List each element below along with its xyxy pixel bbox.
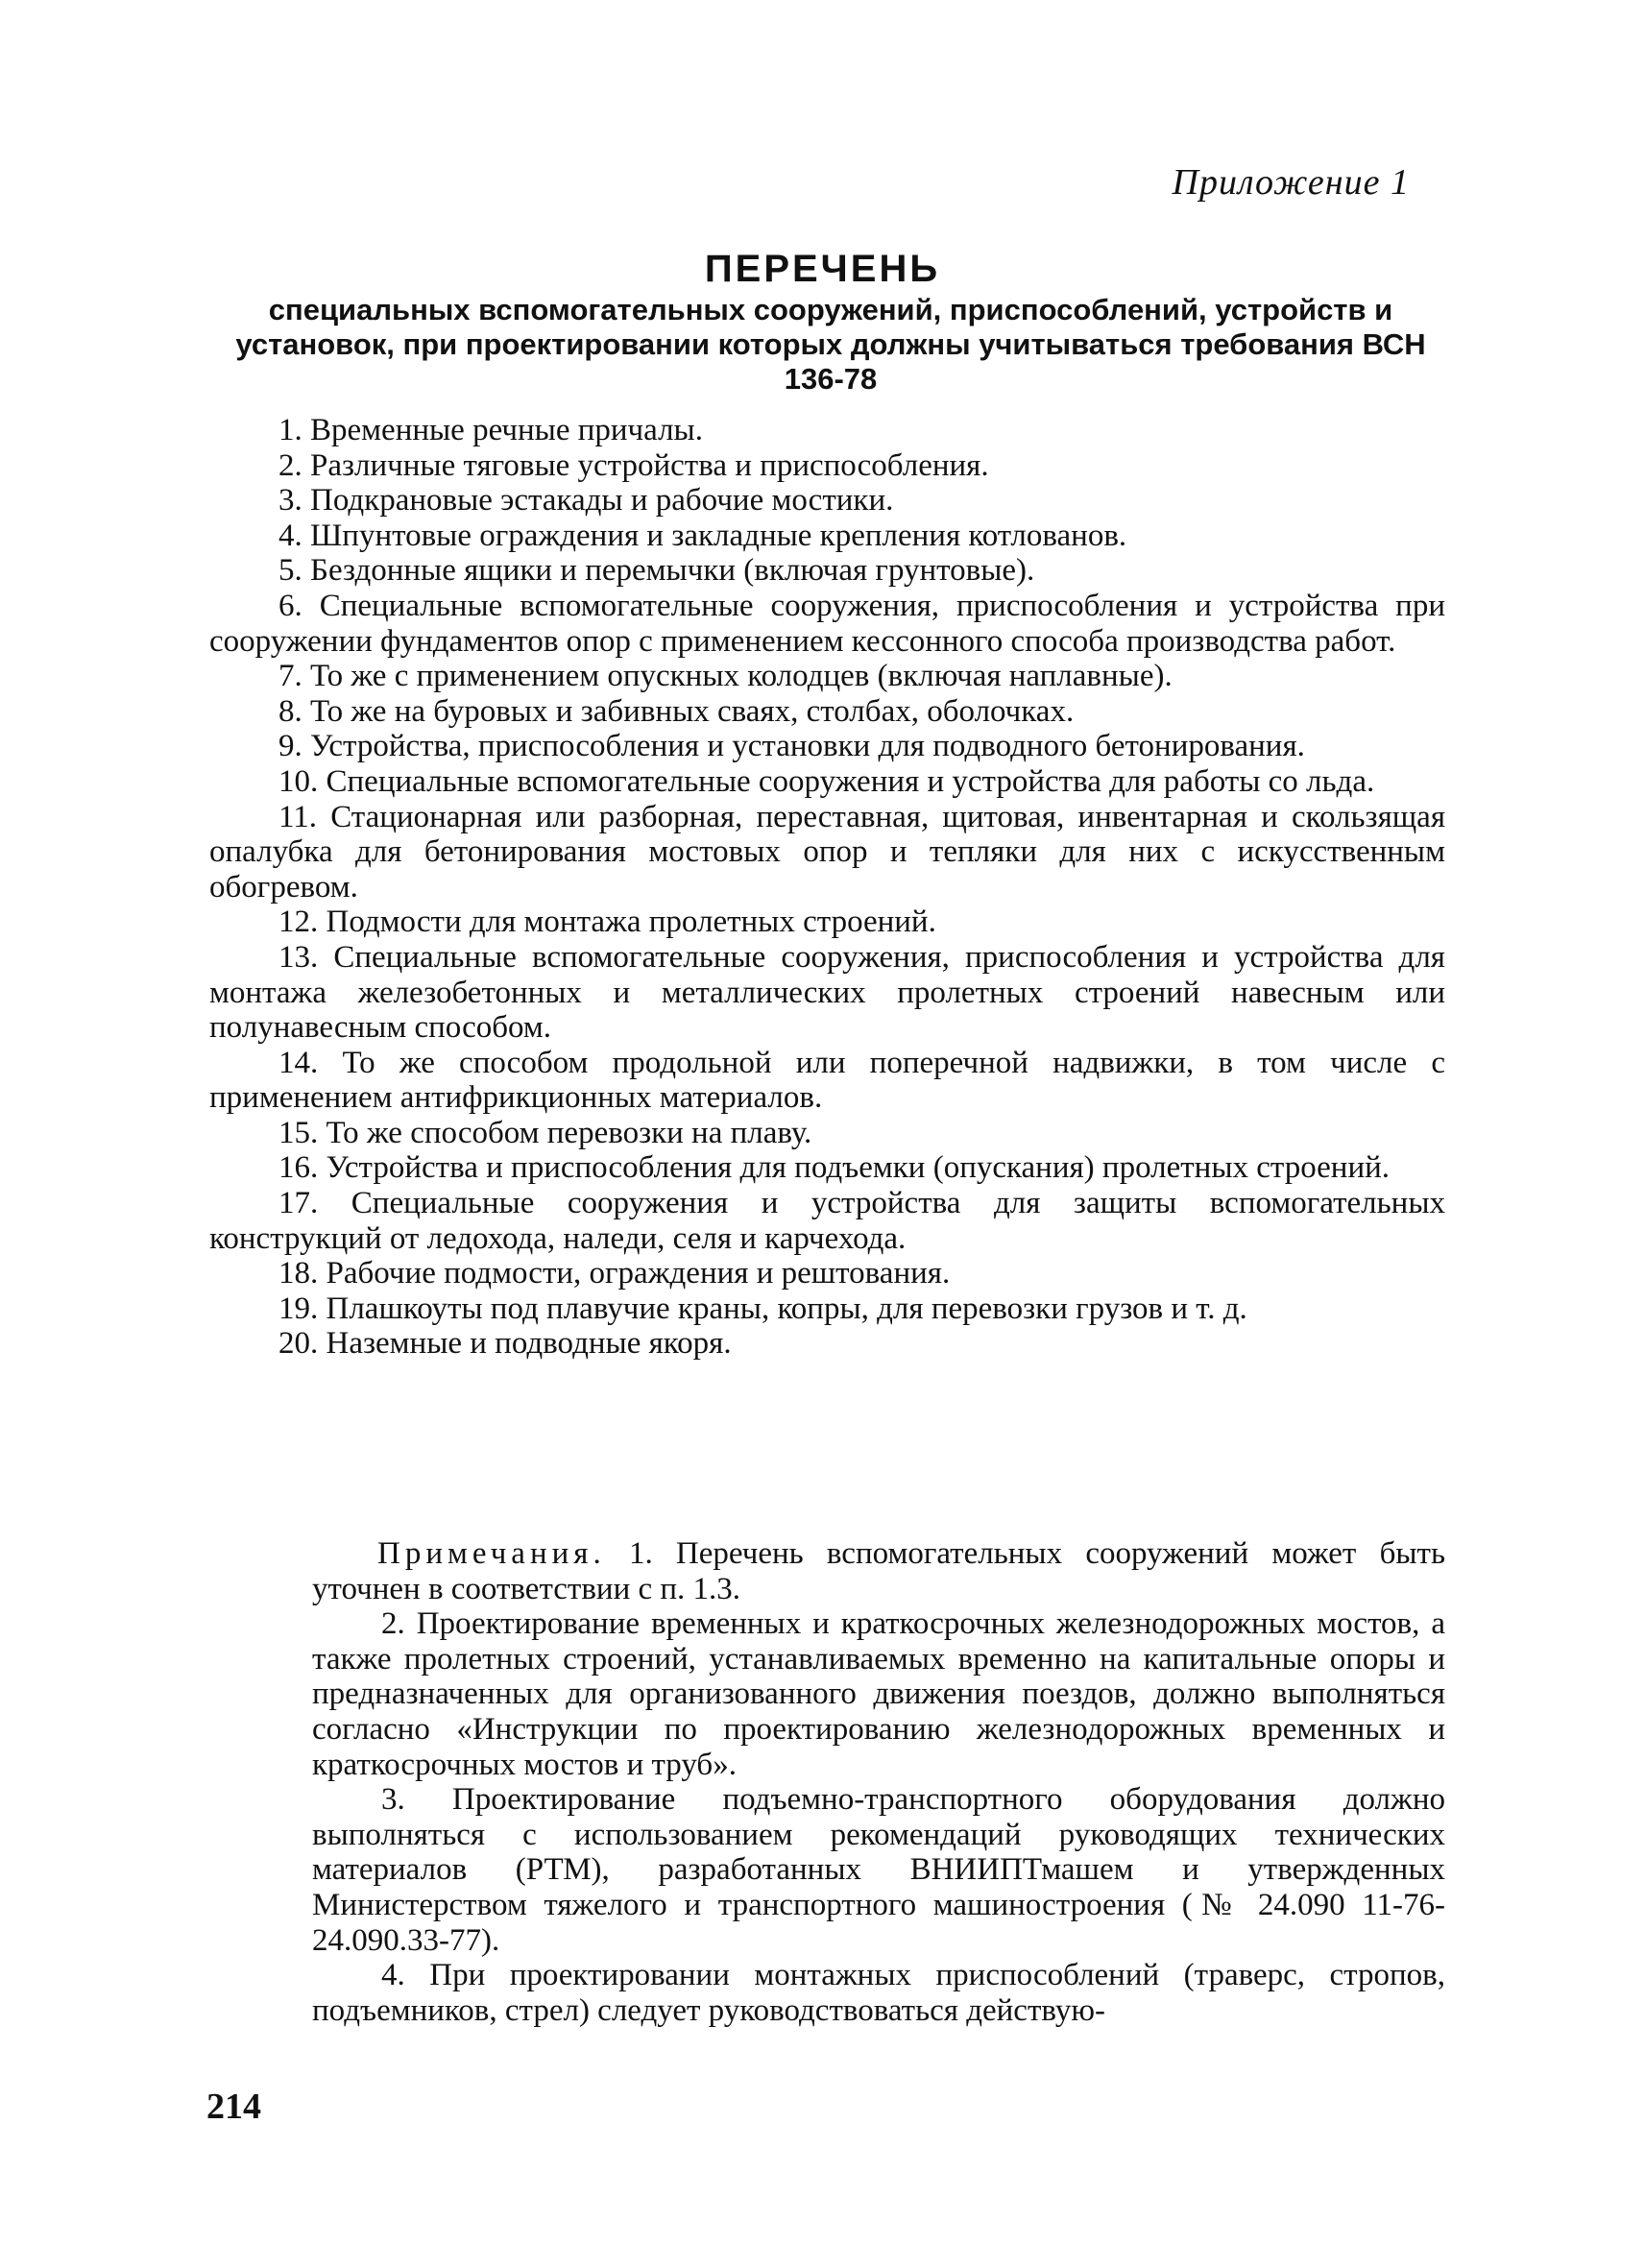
- notes-section: [312, 1536, 1445, 2028]
- list-item: 11. Стационарная или разборная, переставная, щитовая, инвентарная и скользящая опалубка для бетонирования мостовых опор и тепляки для них с искусственным обогревом.: [209, 799, 1445, 905]
- notes-label: Примечания.: [377, 1536, 606, 1571]
- list-item: 16. Устройства и приспособления для подъемки (опускания) пролетных строений.: [278, 1150, 1391, 1186]
- list-item: 19. Плашкоуты под плавучие краны, копры, для перевозки грузов и т. д.: [278, 1291, 1247, 1326]
- list-item: 8. То же на буровых и забивных сваях, столбах, оболочках.: [278, 693, 1075, 729]
- list-item: 1. Временные речные причалы.: [278, 413, 703, 447]
- list-item: 20. Наземные и подводные якоря.: [278, 1326, 732, 1362]
- note-text: 1. Перечень вспомогательных сооружений может быть уточнен в соответствии с п. 1.3.: [312, 1536, 1445, 1606]
- list-item: 2. Различные тяговые устройства и приспособления.: [278, 447, 989, 483]
- note-item: 3. Проектирование подъемно-транспортного оборудования должно выполняться с использованием рекомендаций руководящих технических материалов (РТМ), разработанных ВНИИПТмашем и утвержденных Министерством тяжелого и транспортного машиностроения (№ 24.090 11-76-24.090.33-77).: [312, 1782, 1445, 1958]
- note-item: [312, 1536, 1445, 1606]
- list-item: 4. Шпунтовые ограждения и закладные крепления котлованов.: [278, 518, 1127, 553]
- note-item: 4. При проектировании монтажных приспособлений (траверс, стропов, подъемников, стрел) следует руководствоваться действую-: [312, 1958, 1445, 2028]
- list-item: 13. Специальные вспомогательные сооружения, приспособления и устройства для монтажа железобетонных и металлических пролетных строений навесным или полунавесным способом.: [209, 939, 1445, 1046]
- list-items: [209, 413, 1445, 1362]
- document-subtitle: специальных вспомогательных сооружений, приспособлений, устройств и установок, при проектировании которых должны учитываться требования ВСН 136-78: [235, 293, 1426, 396]
- note-item: 2. Проектирование временных и краткосрочных железнодорожных мостов, а также пролетных строений, устанавливаемых временно на капитальные опоры и предназначенных для организованного движения поездов, должно выполняться согласно «Инструкции по проектированию железнодорожных временных и краткосрочных мостов и труб».: [312, 1606, 1445, 1782]
- list-item: 10. Специальные вспомогательные сооружения и устройства для работы со льда.: [278, 763, 1375, 799]
- list-item: 6. Специальные вспомогательные сооружения, приспособления и устройства при сооружении фундаментов опор с применением кессонного способа производства работ.: [209, 588, 1445, 659]
- list-item: 3. Подкрановые эстакады и рабочие мостики.: [278, 483, 894, 519]
- list-item: 5. Бездонные ящики и перемычки (включая грунтовые).: [278, 553, 1035, 589]
- document-title: ПЕРЕЧЕНЬ: [704, 248, 941, 290]
- list-item: 18. Рабочие подмости, ограждения и рештования.: [278, 1256, 951, 1291]
- list-item: 9. Устройства, приспособления и установки для подводного бетонирования.: [278, 729, 1305, 764]
- list-item: 15. То же способом перевозки на плаву.: [278, 1115, 812, 1150]
- page-number: 214: [206, 2087, 261, 2127]
- list-item: 17. Специальные сооружения и устройства для защиты вспомогательных конструкций от ледохода, наледи, селя и карчехода.: [209, 1186, 1445, 1256]
- list-item: 7. То же с применением опускных колодцев (включая наплавные).: [278, 659, 1173, 694]
- list-item: 12. Подмости для монтажа пролетных строений.: [278, 905, 936, 940]
- appendix-label: Приложение 1: [1172, 162, 1410, 203]
- list-item: 14. То же способом продольной или поперечной надвижки, в том числе с применением антифрикционных материалов.: [209, 1045, 1445, 1116]
